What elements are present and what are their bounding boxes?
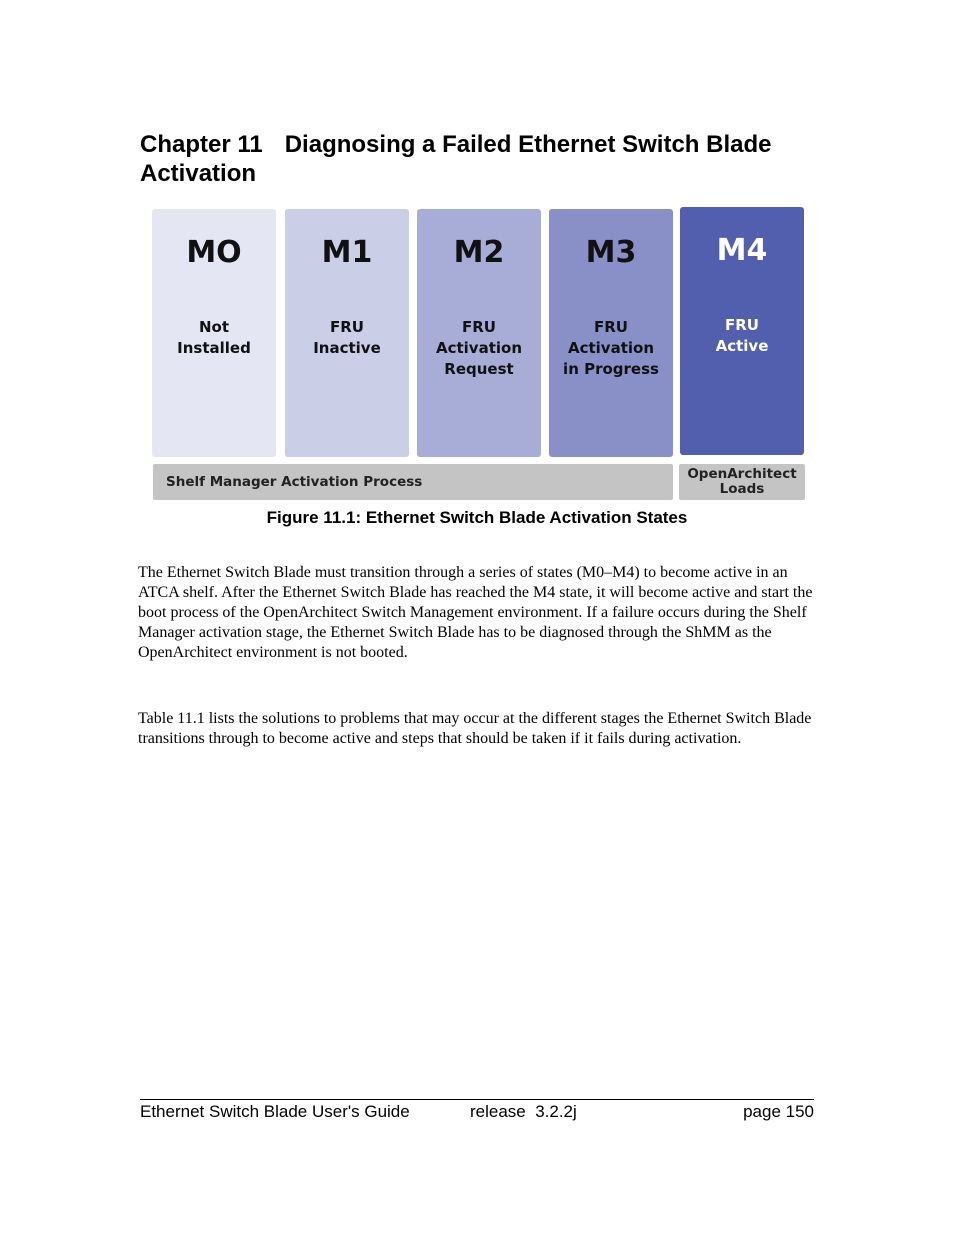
- footer-guide-title: Ethernet Switch Blade User's Guide: [140, 1102, 410, 1121]
- state-description: FRU Activation Request: [435, 318, 522, 378]
- chapter-title: [140, 130, 820, 188]
- activation-states-figure: [150, 205, 806, 501]
- state-box-m0: [152, 209, 276, 457]
- shelf-manager-process-bar: Shelf Manager Activation Process: [153, 464, 673, 500]
- body-paragraph: Table 11.1 lists the solutions to problems that may occur at the different stages the Ethernet Switch Blade transitions through to become active and steps that should be taken if it fails during activation.: [138, 710, 812, 747]
- figure-caption: Figure 11.1: Ethernet Switch Blade Activation States: [266, 508, 688, 527]
- state-code: M4: [716, 233, 768, 268]
- chapter-heading: Diagnosing a Failed Ethernet Switch Blade Activation: [140, 131, 772, 187]
- openarchitect-loads-bar: OpenArchitect Loads: [679, 464, 805, 500]
- state-box-m4: [680, 207, 804, 455]
- state-description: FRU Activation in Progress: [563, 318, 659, 378]
- state-code: M3: [585, 235, 637, 270]
- chapter-number: Chapter 11: [140, 131, 263, 158]
- state-code: M2: [453, 235, 505, 270]
- state-code: M1: [321, 235, 373, 270]
- footer-divider: [140, 1099, 814, 1100]
- state-box-m3: [549, 209, 673, 457]
- footer-page-number: page 150: [743, 1102, 814, 1121]
- body-paragraph: The Ethernet Switch Blade must transition through a series of states (M0–M4) to become active in an ATCA shelf. After the Ethernet Switch Blade has reached the M4 state, it will become active and start the boot process of the OpenArchitect Switch Management environment. If a failure occurs during the Shelf Manager activation stage, the Ethernet Switch Blade has to be diagnosed through the ShMM as the OpenArchitect environment is not booted.: [138, 564, 813, 661]
- state-description: Not Installed: [177, 318, 251, 357]
- state-box-m2: [417, 209, 541, 457]
- state-description: FRU Active: [715, 316, 769, 355]
- state-box-m1: [285, 209, 409, 457]
- footer-release: release 3.2.2j: [470, 1102, 577, 1121]
- state-code: MO: [186, 235, 242, 270]
- state-description: FRU Inactive: [313, 318, 381, 357]
